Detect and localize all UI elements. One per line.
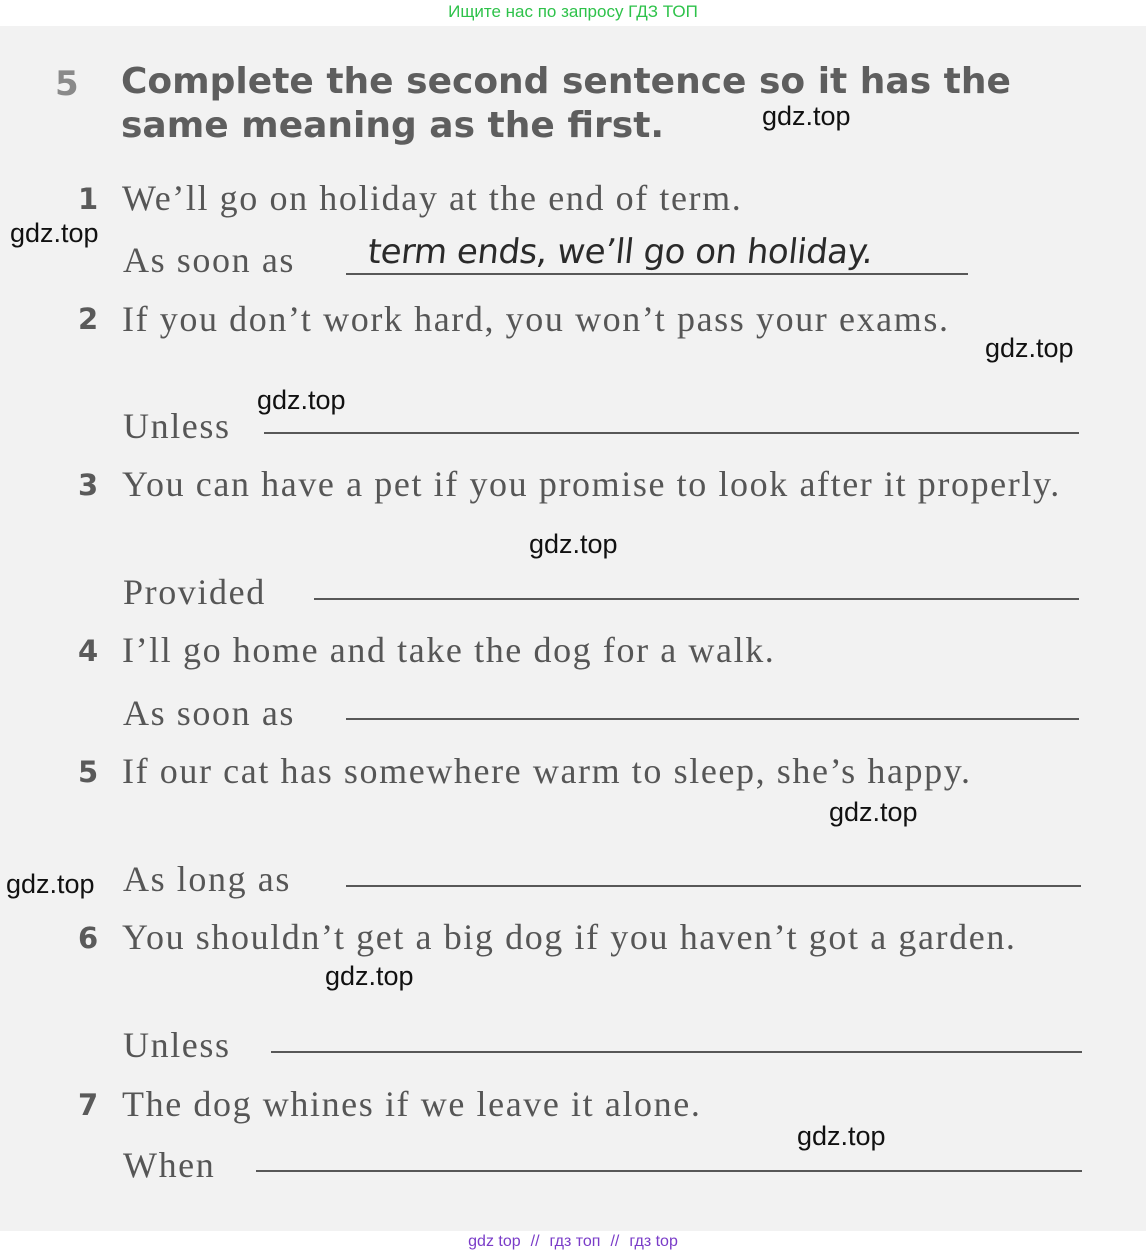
exercise-instruction: Complete the second sentence so it has the same meaning as the first. bbox=[121, 61, 1011, 146]
answer-line[interactable] bbox=[346, 885, 1081, 887]
answer-line[interactable] bbox=[256, 1170, 1082, 1172]
item-number: 5 bbox=[78, 755, 99, 789]
item-sentence: You shouldn’t get a big dog if you haven’t got a garden. bbox=[122, 917, 1017, 957]
item-prompt: As soon as bbox=[123, 240, 296, 280]
footer-link[interactable]: gdz top bbox=[468, 1233, 521, 1250]
footer-link[interactable]: гдз топ bbox=[549, 1233, 601, 1250]
watermark: gdz.top bbox=[829, 797, 918, 827]
item-number: 3 bbox=[78, 468, 99, 502]
watermark: gdz.top bbox=[325, 961, 414, 991]
item-number: 1 bbox=[78, 182, 99, 216]
footer-link[interactable]: гдз top bbox=[629, 1233, 678, 1250]
item-number: 7 bbox=[78, 1088, 99, 1122]
exercise-number: 5 bbox=[55, 64, 79, 104]
footer-links bbox=[0, 1233, 1146, 1251]
item-prompt: Unless bbox=[123, 1025, 231, 1065]
item-number: 4 bbox=[78, 634, 99, 668]
item-sentence: The dog whines if we leave it alone. bbox=[122, 1084, 702, 1124]
handwritten-answer: term ends, we’ll go on holiday. bbox=[365, 232, 875, 272]
item-sentence: If you don’t work hard, you won’t pass your exams. bbox=[122, 299, 950, 339]
search-banner[interactable]: Ищите нас по запросу ГДЗ ТОП bbox=[448, 2, 698, 21]
item-prompt: As long as bbox=[123, 859, 291, 899]
item-prompt: As soon as bbox=[123, 693, 296, 733]
footer-separator: // bbox=[610, 1233, 620, 1250]
item-sentence: If our cat has somewhere warm to sleep, she’s happy. bbox=[122, 751, 972, 791]
answer-line[interactable] bbox=[271, 1051, 1082, 1053]
item-number: 2 bbox=[78, 302, 99, 336]
item-sentence: I’ll go home and take the dog for a walk. bbox=[122, 630, 776, 670]
watermark: gdz.top bbox=[529, 529, 618, 559]
watermark: gdz.top bbox=[762, 101, 851, 131]
item-prompt: Provided bbox=[123, 572, 266, 612]
item-prompt: When bbox=[123, 1145, 216, 1185]
watermark: gdz.top bbox=[10, 218, 99, 248]
watermark: gdz.top bbox=[985, 333, 1074, 363]
watermark: gdz.top bbox=[257, 385, 346, 415]
answer-line[interactable] bbox=[346, 718, 1079, 720]
answer-line[interactable] bbox=[264, 432, 1079, 434]
item-prompt: Unless bbox=[123, 406, 231, 446]
item-sentence: We’ll go on holiday at the end of term. bbox=[122, 178, 743, 218]
item-number: 6 bbox=[78, 921, 99, 955]
answer-line[interactable] bbox=[346, 273, 968, 275]
item-sentence: You can have a pet if you promise to look after it properly. bbox=[122, 464, 1061, 504]
answer-line[interactable] bbox=[314, 598, 1079, 600]
watermark: gdz.top bbox=[797, 1121, 886, 1151]
footer-separator: // bbox=[530, 1233, 540, 1250]
watermark: gdz.top bbox=[6, 869, 95, 899]
